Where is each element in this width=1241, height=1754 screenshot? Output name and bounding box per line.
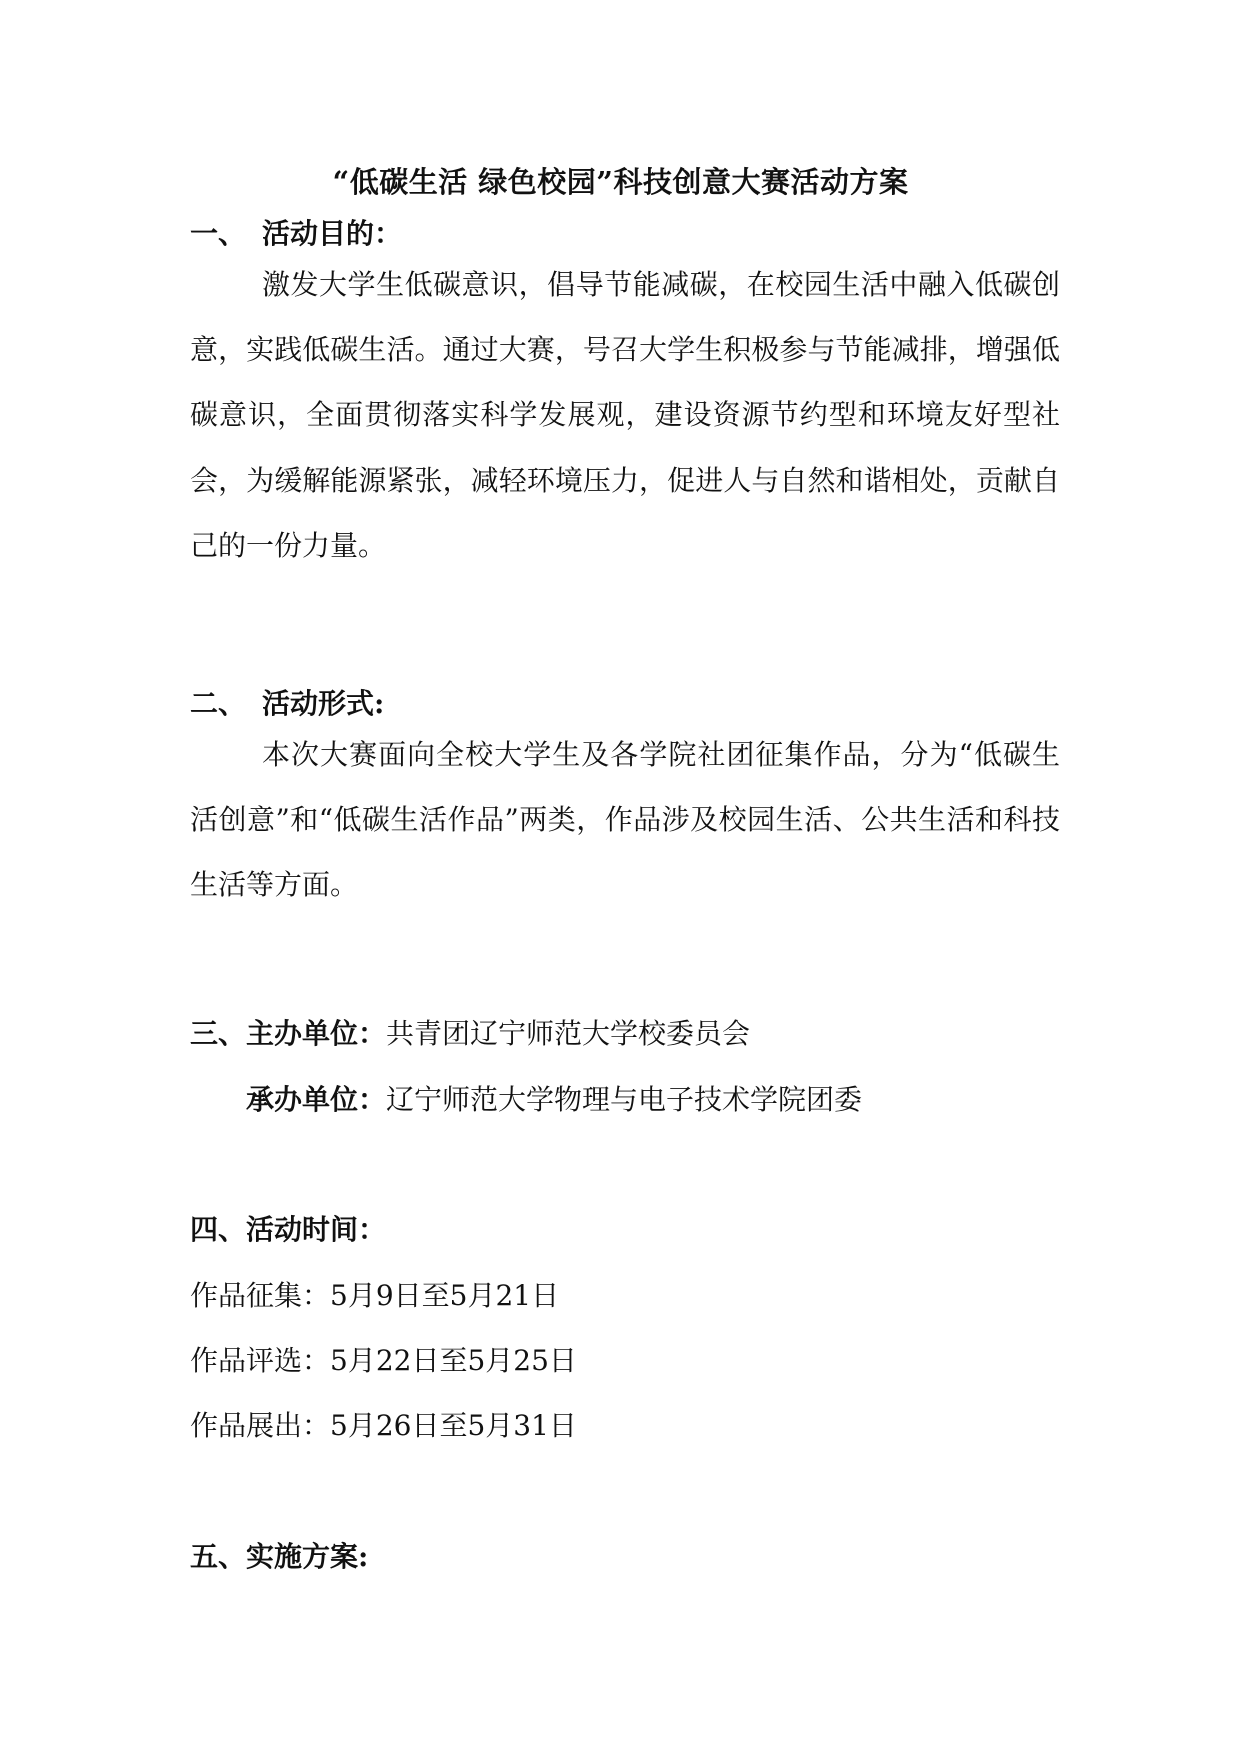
co-organizer-label: 承办单位：	[246, 1083, 387, 1116]
section-4-heading	[190, 1210, 386, 1250]
section-3-number: 三、	[190, 1017, 247, 1050]
schedule-value: 5月22日至5月25日	[330, 1344, 577, 1377]
section-1-title: 活动目的：	[262, 217, 403, 250]
section-4-number: 四、	[190, 1213, 247, 1246]
section-3-organizer	[190, 1014, 750, 1054]
schedule-label: 作品征集：	[190, 1279, 331, 1312]
section-4-title: 活动时间：	[246, 1213, 387, 1246]
section-1-heading	[190, 214, 402, 254]
schedule-value: 5月26日至5月31日	[330, 1409, 577, 1442]
schedule-item	[190, 1276, 559, 1316]
co-organizer-value: 辽宁师范大学物理与电子技术学院团委	[386, 1083, 863, 1116]
section-2-paragraph: 本次大赛面向全校大学生及各学院社团征集作品，分为“低碳生活创意”和“低碳生活作品”两类，作品涉及校园生活、公共生活和科技生活等方面。	[190, 738, 1060, 902]
section-1-number: 一、	[190, 217, 247, 250]
section-2-number: 二、	[190, 687, 247, 720]
section-2-heading	[190, 684, 384, 724]
document-title: “低碳生活 绿色校园”科技创意大赛活动方案	[332, 165, 909, 199]
section-5-title: 实施方案:	[246, 1540, 369, 1573]
schedule-label: 作品评选：	[190, 1344, 331, 1377]
organizer-value: 共青团辽宁师范大学校委员会	[386, 1017, 751, 1050]
section-1-paragraph: 激发大学生低碳意识，倡导节能减碳，在校园生活中融入低碳创意，实践低碳生活。通过大赛，号召大学生积极参与节能减排，增强低碳意识，全面贯彻落实科学发展观，建设资源节约型和环境友好型社会，为缓解能源紧张，减轻环境压力，促进人与自然和谐相处，贡献自己的一份力量。	[190, 268, 1060, 562]
organizer-label: 主办单位：	[246, 1017, 387, 1050]
schedule-label: 作品展出：	[190, 1409, 331, 1442]
section-5-number: 五、	[190, 1540, 247, 1573]
schedule-item	[190, 1341, 577, 1381]
section-2-title: 活动形式:	[262, 687, 385, 720]
schedule-item	[190, 1406, 577, 1446]
section-3-co-organizer	[246, 1080, 862, 1120]
section-5-heading	[190, 1537, 368, 1577]
schedule-value: 5月9日至5月21日	[330, 1279, 560, 1312]
